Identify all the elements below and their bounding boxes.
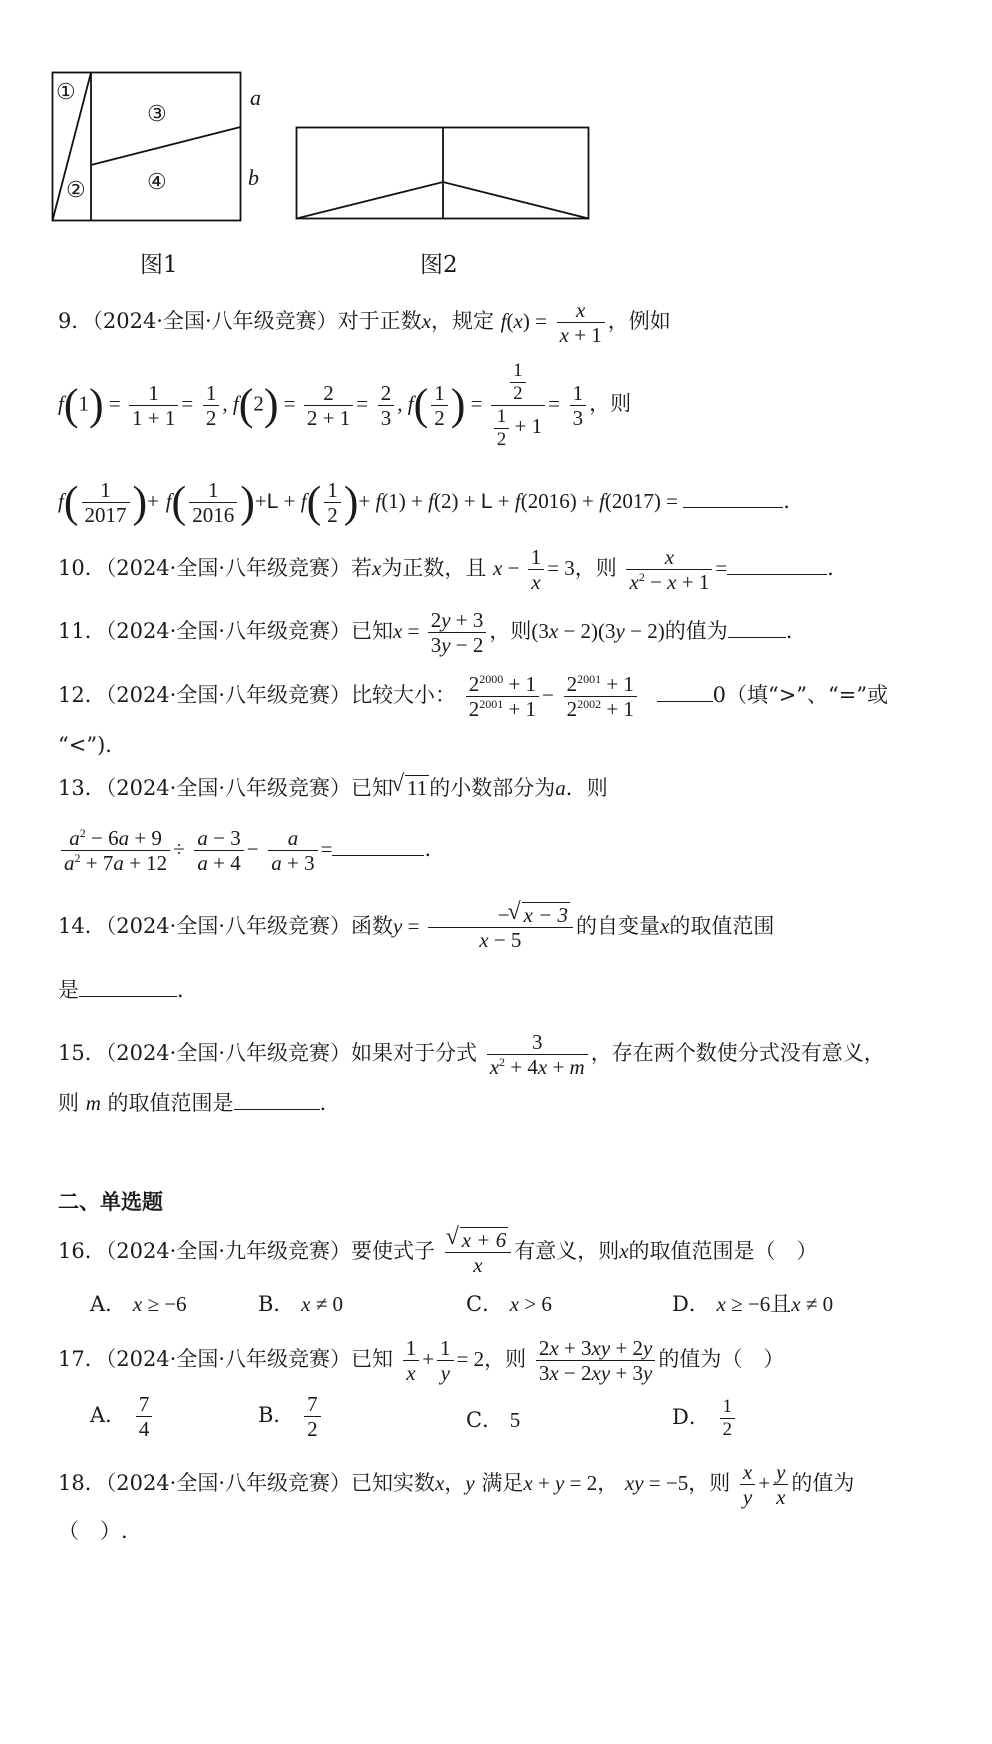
question-12-line2: “<”). bbox=[58, 733, 112, 757]
fig1-label-b: b bbox=[248, 165, 259, 190]
question-15-line2: 则 m 的取值范围是 . bbox=[58, 1091, 327, 1115]
question-12: 12．（2024·全国·八年级竞赛）比较大小： $\frac{2^{2000} + 1}{2^{2001} + 1}$ − $\frac{2^{2001} + 1}{2^{2002} + 1}$ 0（填“>”、“=”或 bbox=[58, 672, 889, 722]
fig1-region-4: ④ bbox=[147, 170, 167, 195]
question-11: 11．（2024·全国·八年级竞赛）已知x = $\frac{2y + 3}{3y - 2}$ ，则(3x − 2)(3y − 2)的值为 . bbox=[58, 608, 793, 658]
option-17-b[interactable]: B． $\frac{7}{2}$ bbox=[258, 1392, 324, 1441]
fig1-region-3: ③ bbox=[147, 102, 167, 127]
question-14: 14．（2024·全国·八年级竞赛）函数y = $\frac{-√ x - 3}{x - 5}$ 的自变量x的取值范围 bbox=[58, 903, 774, 952]
fig1-region-1: ① bbox=[56, 80, 76, 105]
question-9-examples: f(1) = $\frac{1}{1 + 1}$ = $\frac{1}{2}$ , f(2) = $\frac{2}{2 + 1}$ = $\frac{2}{3}$ , f( $\frac{1}{2}$ ) = $\frac{1}{2}$ $\frac{1}{2}$ + 1 = $\frac{1}{3}$ ，则 bbox=[58, 360, 632, 450]
fig1-region-2: ② bbox=[66, 178, 86, 203]
option-16-a[interactable]: A． x ≥ −6 bbox=[90, 1292, 187, 1316]
answer-blank-11[interactable] bbox=[728, 636, 786, 638]
option-17-a[interactable]: A． $\frac{7}{4}$ bbox=[90, 1392, 155, 1441]
question-14-line2: 是 . bbox=[58, 978, 184, 1002]
section-heading: 二、单选题 bbox=[58, 1190, 163, 1214]
question-9-sum: f( $\frac{1}{2017}$ )+ f( $\frac{1}{2016}$ )+L + f( $\frac{1}{2}$ )+ f(1) + f(2) + L + f(2016) + f(2017) = . bbox=[58, 477, 790, 528]
question-15: 15．（2024·全国·八年级竞赛）如果对于分式 $\frac{3}{x^2 + 4x + m}$ ，存在两个数使分式没有意义， bbox=[58, 1030, 885, 1080]
fig2-caption: 图2 bbox=[420, 252, 458, 278]
answer-blank-10[interactable] bbox=[727, 573, 827, 575]
option-16-d[interactable]: D． x ≥ −6且x ≠ 0 bbox=[672, 1292, 834, 1316]
question-10: 10．（2024·全国·八年级竞赛）若x为正数，且 x − $\frac{1}{x}$ = 3，则 $\frac{x}{x^2 - x + 1}$ = . bbox=[58, 545, 834, 595]
option-16-c[interactable]: C． x > 6 bbox=[466, 1292, 552, 1316]
question-9: 9．（2024·全国·八年级竞赛）对于正数x，规定 f(x) = $\frac{x}{x + 1}$ ，例如 bbox=[58, 298, 671, 348]
question-18-line2: （ ）. bbox=[58, 1519, 128, 1543]
answer-blank-9[interactable] bbox=[683, 506, 783, 508]
figure-2 bbox=[280, 110, 610, 240]
question-13-expr: $\frac{a^2 - 6a + 9}{a^2 + 7a + 12}$ ÷ $\frac{a - 3}{a + 4}$ − $\frac{a}{a + 3}$ = . bbox=[58, 826, 431, 875]
question-16: 16．（2024·全国·九年级竞赛）要使式子 √ $\frac{x + 6}{x}$ 有意义，则x的取值范围是（ ） bbox=[58, 1228, 818, 1277]
question-18: 18．（2024·全国·八年级竞赛）已知实数x，y 满足x + y = 2， xy = −5，则 $\frac{x}{y}$ + $\frac{y}{x}$ 的值为 bbox=[58, 1460, 855, 1510]
fig1-label-a: a bbox=[250, 85, 261, 110]
question-13: 13．（2024·全国·八年级竞赛）已知√ 11的小数部分为a．则 bbox=[58, 773, 608, 803]
answer-blank-14[interactable] bbox=[79, 995, 177, 997]
answer-blank-13[interactable] bbox=[332, 854, 424, 856]
answer-blank-15[interactable] bbox=[234, 1108, 320, 1110]
answer-blank-12[interactable] bbox=[657, 700, 713, 702]
option-17-d[interactable]: D． $\frac{1}{2}$ bbox=[672, 1396, 738, 1441]
fig1-caption: 图1 bbox=[140, 252, 178, 278]
option-16-b[interactable]: B． x ≠ 0 bbox=[258, 1292, 343, 1316]
question-17: 17．（2024·全国·八年级竞赛）已知 $\frac{1}{x}$ + $\frac{1}{y}$ = 2，则 $\frac{2x + 3xy + 2y}{3x - 2xy + 3y}$ 的值为（ ） bbox=[58, 1336, 785, 1386]
option-17-c[interactable]: C． 5 bbox=[466, 1408, 521, 1432]
